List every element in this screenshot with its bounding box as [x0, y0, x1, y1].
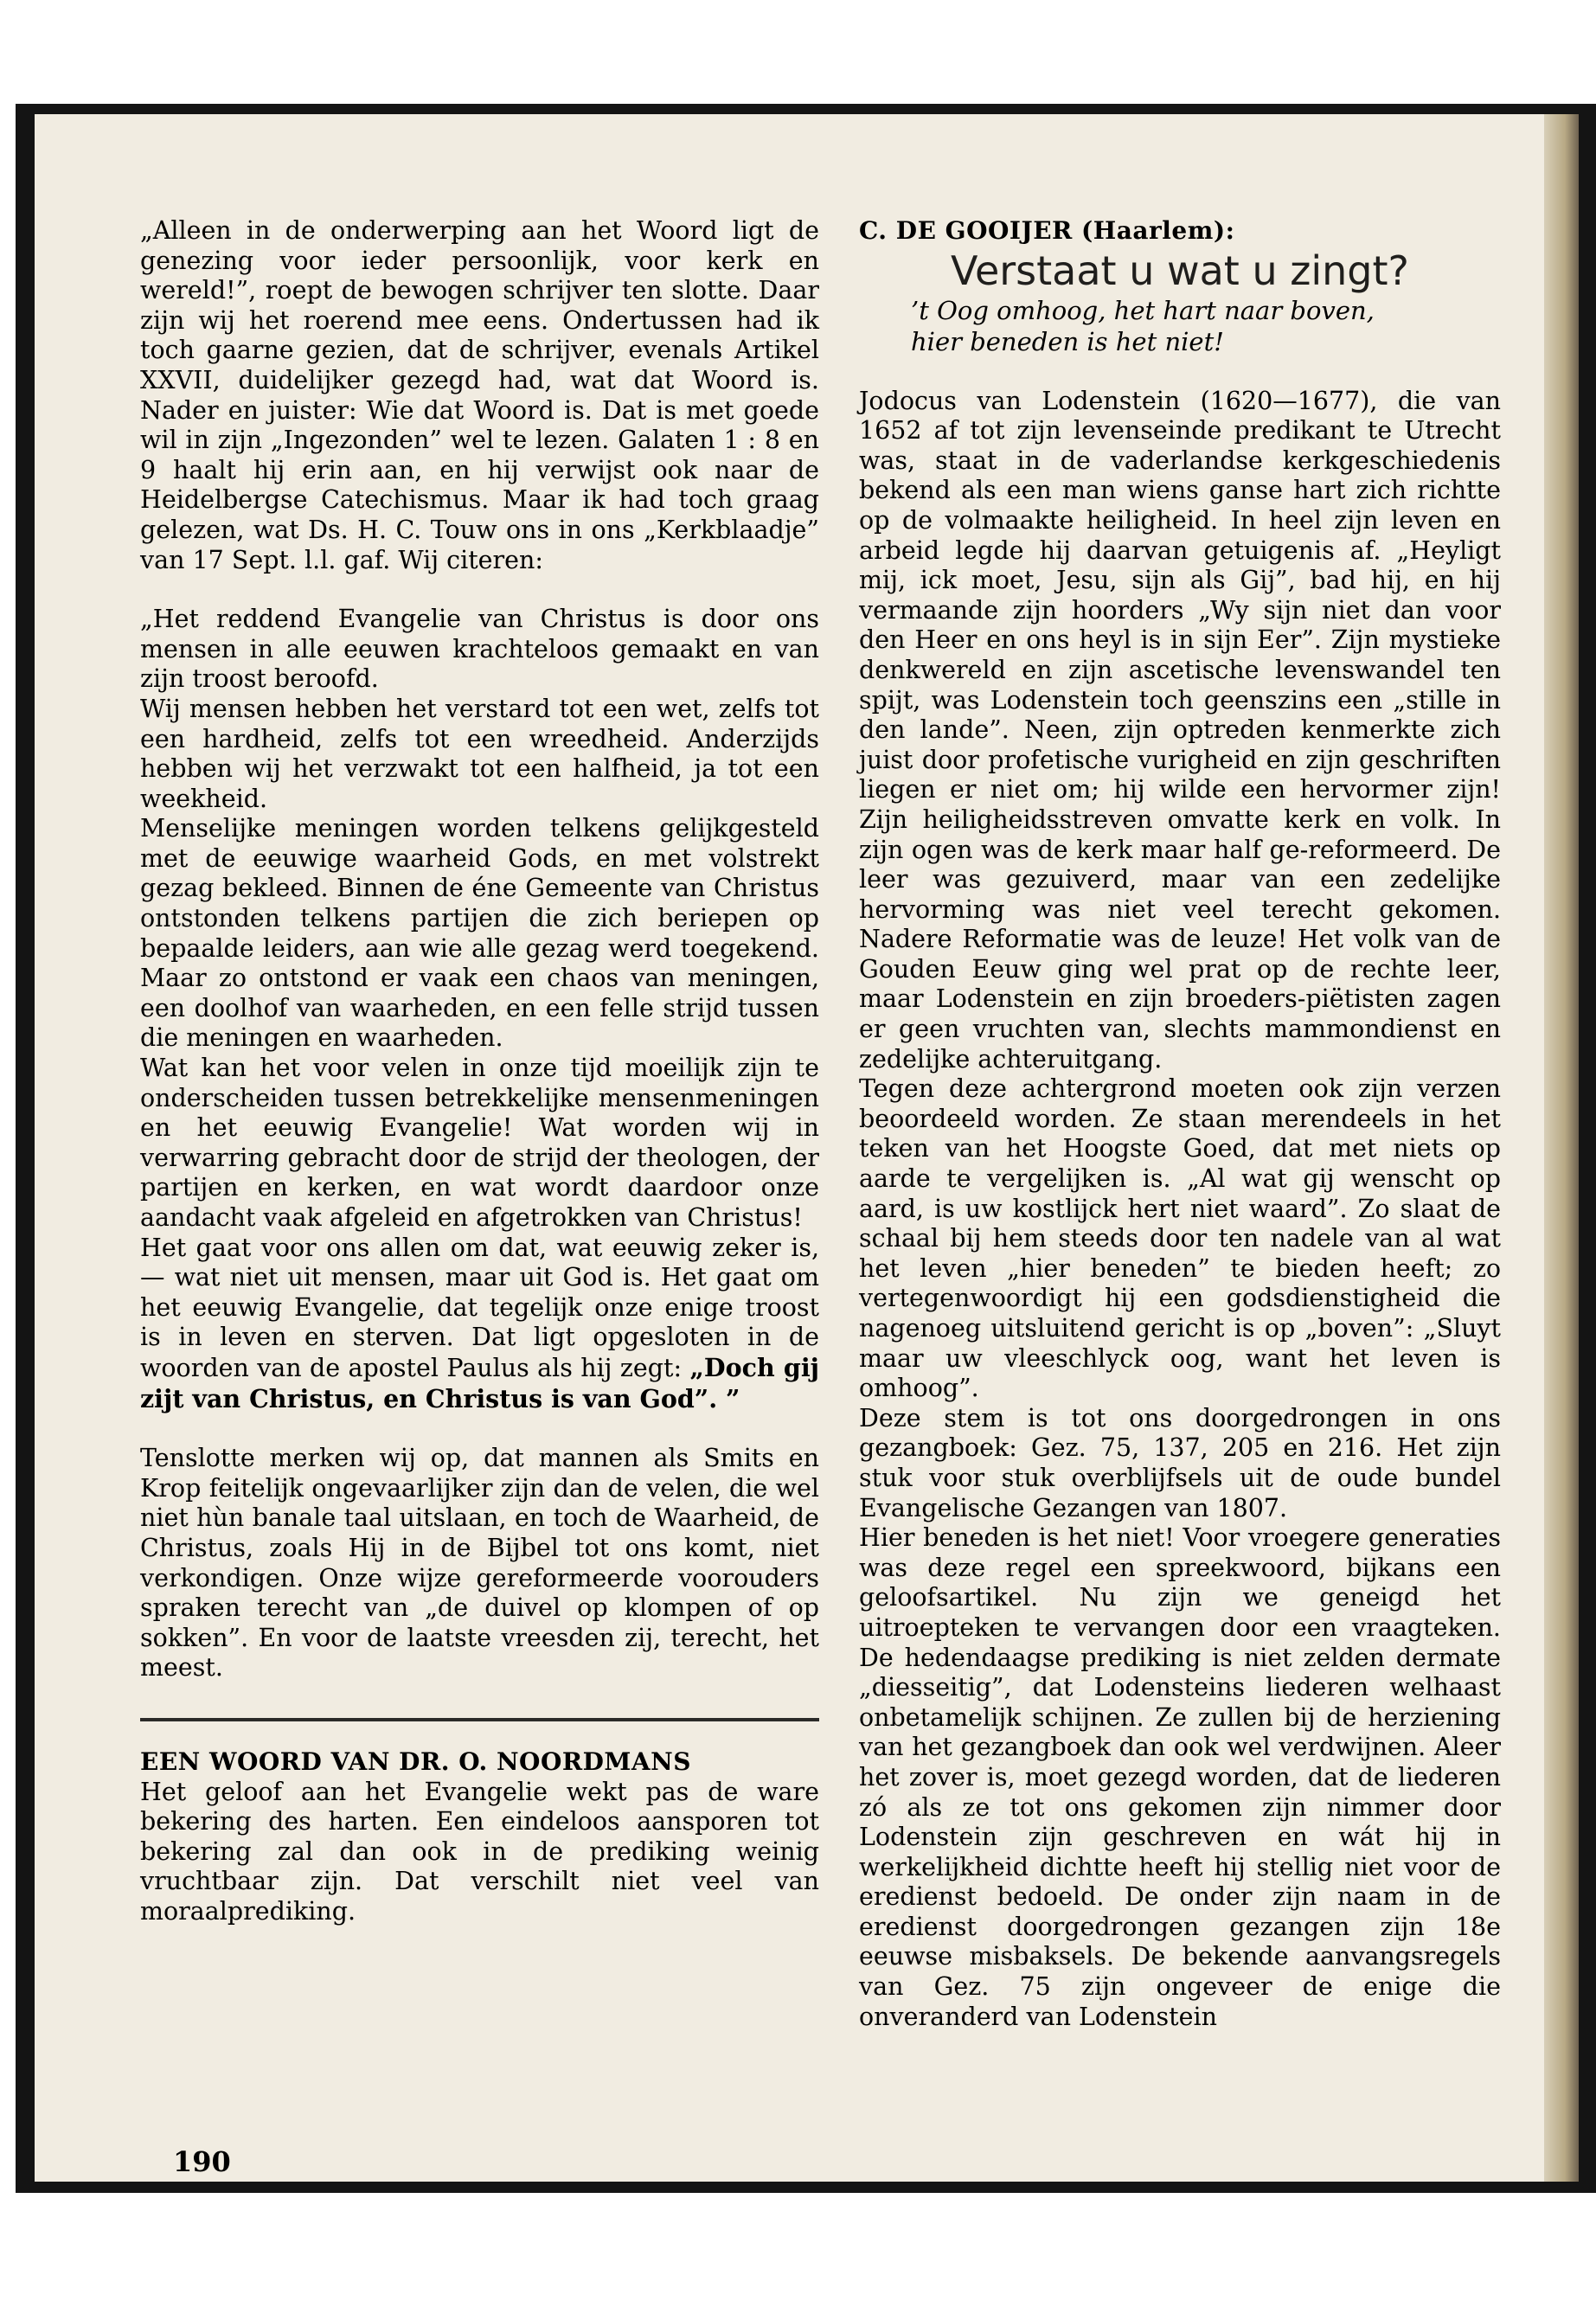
section-divider: [140, 1718, 819, 1721]
page-number: 190: [173, 2145, 231, 2178]
quote-paragraph-3: Menselijke meningen worden telkens gelijkgesteld met de eeuwige waarheid Gods, en met volstrekt gezag bekleed. Binnen de éne Gemeente van Christus ontstonden telkens partijen die zich beriepen op bepaalde leiders, aan wie alle gezag werd toegekend. Maar zo ontstond er vaak een chaos van meningen, een doolhof van waarheden, en een felle strijd tussen die meningen en waarheden.: [140, 814, 819, 1053]
left-column: [140, 216, 819, 1926]
motto-line-2: hier beneden is het niet!: [911, 326, 1224, 356]
left-paragraph-1: „Alleen in de onderwerping aan het Woord ligt de genezing voor ieder persoonlijk, voor kerk en wereld!”, roept de bewogen schrijver ten slotte. Daar zijn wij het roerend mee eens. Ondertussen had ik toch gaarne gezien, dat de schrijver, evenals Artikel XXVII, duidelijker gezegd had, wat dat Woord is. Nader en juister: Wie dat Woord is. Dat is met goede wil in zijn „Ingezonden” wel te lezen. Galaten 1 : 8 en 9 haalt hij erin aan, en hij verwijst ook naar de Heidelbergse Catechismus. Maar ik had toch graag gelezen, wat Ds. H. C. Touw ons in ons „Kerkblaadje” van 17 Sept. l.l. gaf. Wij citeren:: [140, 216, 819, 574]
article-motto: [859, 295, 1501, 357]
section-heading: EEN WOORD VAN DR. O. NOORDMANS: [140, 1747, 691, 1776]
quote-bold-end: „Doch gij zijt van Christus, en Christus is van God”. ”: [140, 1352, 819, 1413]
quote-paragraph-5: [140, 1234, 819, 1415]
page-edge: [1544, 114, 1579, 2182]
quote-paragraph-2: Wij mensen hebben het verstard tot een wet, zelfs tot een hardheid, zelfs tot een wreedheid. Anderzijds hebben wij het verzwakt tot een halfheid, ja tot een weekheid.: [140, 694, 819, 813]
article-author: C. DE GOOIJER (Haarlem):: [859, 216, 1235, 245]
section-text: Het geloof aan het Evangelie wekt pas de ware bekering des harten. Een eindeloos aansporen tot bekering zal dan ook in de prediking weinig vruchtbaar zijn. Dat verschilt niet veel van moraalprediking.: [140, 1777, 819, 1926]
right-paragraph-1: Jodocus van Lodenstein (1620—1677), die van 1652 af tot zijn levenseinde predikant te Utrecht was, staat in de vaderlandse kerkgeschiedenis bekend als een man wiens ganse hart zich richtte op de volmaakte heiligheid. In heel zijn leven en arbeid legde hij daarvan getuigenis af. „Heyligt mij, ick moet, Jesu, sijn als Gij”, bad hij, en hij vermaande zijn hoorders „Wy sijn niet dan voor den Heer en ons heyl is in sijn Eer”. Zijn mystieke denkwereld en zijn ascetische levenswandel ten spijt, was Lodenstein toch geenszins een „stille in den lande”. Neen, zijn optreden kenmerkte zich juist door profetische vurigheid en zijn geschriften liegen er niet om; hij wilde een hervormer zijn! Zijn heiligheidsstreven omvatte kerk en volk. In zijn ogen was de kerk maar half ge-reformeerd. De leer was gezuiverd, maar van een zedelijke hervorming was niet veel terecht gekomen. Nadere Reformatie was de leuze! Het volk van de Gouden Eeuw ging wel prat op de rechte leer, maar Lodenstein en zijn broeders-piëtisten zagen er geen vruchten van, slechts mammondienst en zedelijke achteruitgang.: [859, 386, 1501, 1074]
motto-line-1: ’t Oog omhoog, het hart naar boven,: [911, 295, 1375, 325]
quote-paragraph-4: Wat kan het voor velen in onze tijd moeilijk zijn te onderscheiden tussen betrekkelijke mensenmeningen en het eeuwig Evangelie! Wat worden wij in verwarring gebracht door de strijd der theologen, der partijen en kerken, en wat wordt daardoor onze aandacht vaak afgeleid en afgetrokken van Christus!: [140, 1054, 819, 1232]
right-paragraph-2: Tegen deze achtergrond moeten ook zijn verzen beoordeeld worden. Ze staan merendeels in het teken van het Hoogste Goed, dat met niets op aarde te vergelijken is. „Al wat gij wenscht op aard, is uw kostlijck hert niet waard”. Zo slaat de schaal bij hem steeds door ten nadele van al wat het leven „hier beneden” te bieden heeft; zo vertegenwoordigt hij een godsdienstigheid die nagenoeg uitsluitend gericht is op „boven”: „Sluyt maar uw vleeschlyck oog, want het leven is omhoog”.: [859, 1074, 1501, 1403]
quote-paragraph-5-text: Het gaat voor ons allen om dat, wat eeuwig zeker is, — wat niet uit mensen, maar uit God is. Het gaat om het eeuwig Evangelie, dat tegelijk onze enige troost is in leven en sterven. Dat ligt opgesloten in de woorden van de apostel Paulus als hij zegt:: [140, 1233, 819, 1382]
closing-paragraph: Tenslotte merken wij op, dat mannen als Smits en Krop feitelijk ongevaarlijker zijn dan de velen, die wel niet hùn banale taal uitslaan, en toch de Waarheid, de Christus, zoals Hij in de Bijbel tot ons komt, niet verkondigen. Onze wijze gereformeerde voorouders spraken terecht van „de duivel op klompen of op sokken”. En voor de laatste vreesden zij, terecht, het meest.: [140, 1444, 819, 1682]
quote-paragraph-1: „Het reddend Evangelie van Christus is door ons mensen in alle eeuwen krachteloos gemaakt en van zijn troost beroofd.: [140, 605, 819, 694]
right-paragraph-3: Deze stem is tot ons doorgedrongen in ons gezangboek: Gez. 75, 137, 205 en 216. Het zijn stuk voor stuk overblijfsels uit de oude bundel Evangelische Gezangen van 1807.: [859, 1403, 1501, 1522]
article-title: Verstaat u wat u zingt?: [951, 247, 1409, 294]
right-column: [859, 216, 1501, 2032]
right-paragraph-4: Hier beneden is het niet! Voor vroegere generaties was deze regel een spreekwoord, bijkans een geloofsartikel. Nu zijn we geneigd het uitroepteken te vervangen door een vraagteken. De hedendaagse prediking is niet zelden dermate „diesseitig”, dat Lodensteins liederen welhaast onbetamelijk schijnen. Ze zullen bij de herziening van het gezangboek dan ook wel verdwijnen. Aleer het zover is, moet gezegd worden, dat de liederen zó als ze tot ons gekomen zijn nimmer door Lodenstein zijn geschreven en wát hij in werkelijkheid dichtte heeft hij stellig niet voor de eredienst bedoeld. De onder zijn naam in de eredienst doorgedrongen gezangen zijn 18e eeuwse misbaksels. De bekende aanvangsregels van Gez. 75 zijn ongeveer de enige die onveranderd van Lodenstein: [859, 1523, 1501, 2031]
